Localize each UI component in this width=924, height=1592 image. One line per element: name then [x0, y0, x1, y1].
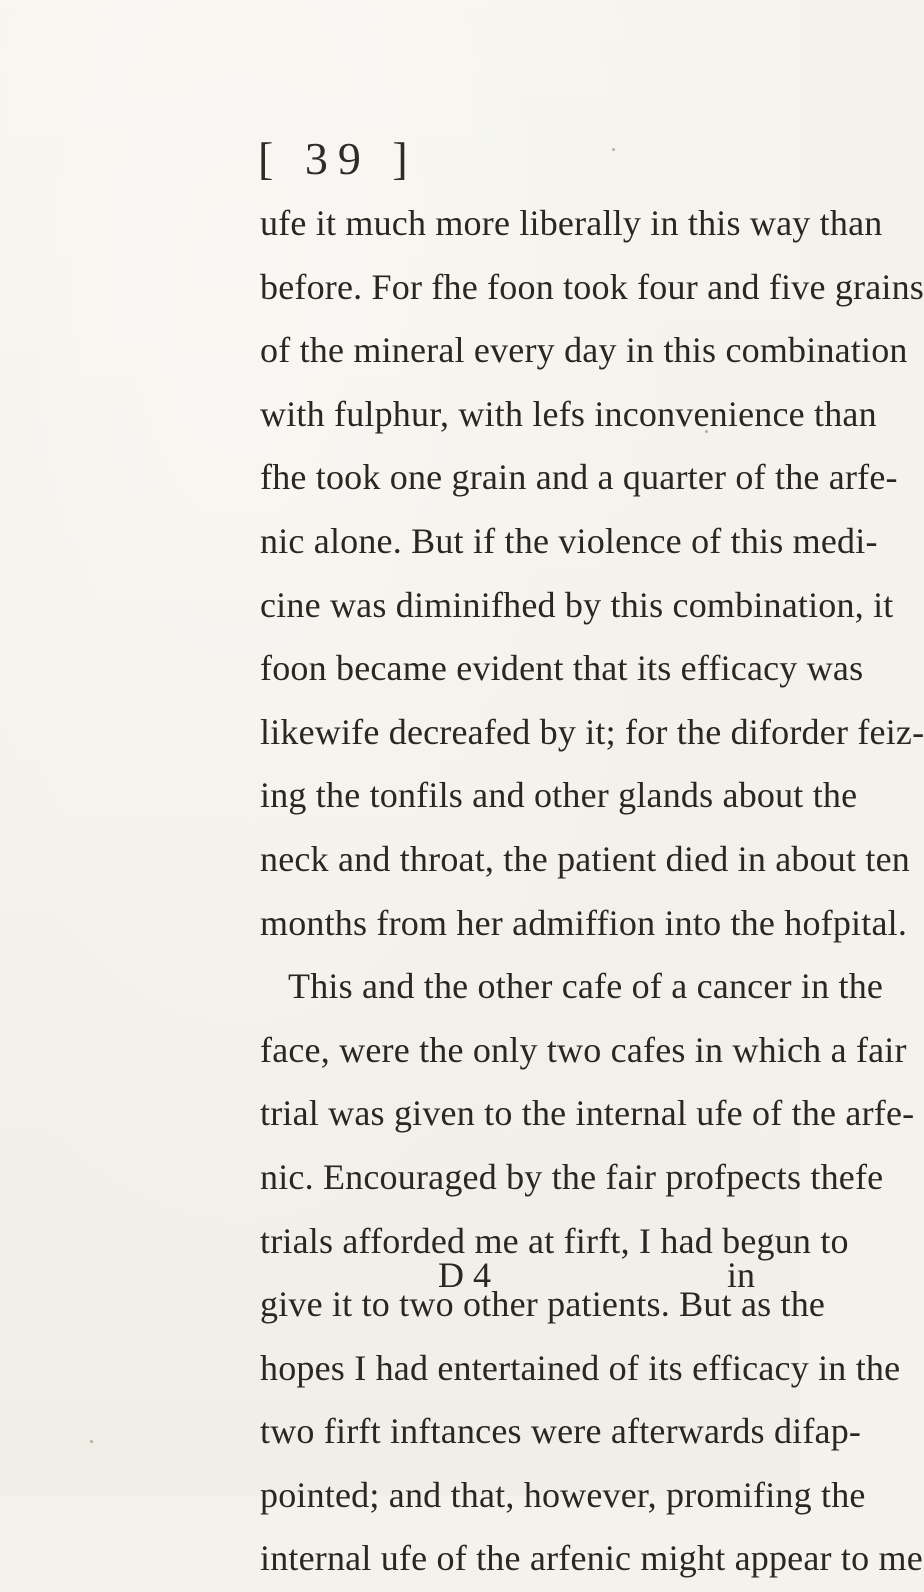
text-line: with fulphur, with lefs inconvenience than	[260, 393, 877, 434]
text-line: foon became evident that its efficacy was	[260, 648, 864, 689]
paper-speck	[612, 148, 615, 151]
text-line: neck and throat, the patient died in about ten	[260, 838, 910, 879]
text-line: trial was given to the internal ufe of the arfe-	[260, 1093, 915, 1134]
text-line: pointed; and that, however, promifing the	[260, 1474, 866, 1515]
text-line: of the mineral every day in this combination	[260, 330, 908, 371]
paper-speck	[90, 1440, 93, 1443]
text-line: internal ufe of the arfenic might appear to me	[260, 1538, 923, 1579]
text-line: hopes I had entertained of its efficacy in the	[260, 1347, 901, 1388]
text-line: trials afforded me at firft, I had begun to	[260, 1220, 849, 1261]
text-line: fhe took one grain and a quarter of the arfe-	[260, 457, 898, 498]
text-line: ufe it much more liberally in this way than	[260, 203, 883, 243]
text-line: nic alone. But if the violence of this medi-	[260, 520, 878, 561]
text-line: months from her admiffion into the hofpital.	[260, 902, 908, 943]
text-line: This and the other cafe of a cancer in the	[288, 966, 884, 1007]
paper-speck	[705, 430, 708, 433]
page-footer	[260, 1245, 755, 1305]
body-text	[260, 193, 924, 1592]
text-line: give it to two other patients. But as the	[260, 1284, 826, 1325]
text-line: before. For fhe foon took four and five grains	[260, 266, 924, 307]
signature-mark: D 4	[438, 1255, 491, 1295]
text-line: nic. Encouraged by the fair profpects thefe	[260, 1156, 884, 1197]
text-line: ing the tonfils and other glands about the	[260, 775, 858, 816]
text-line: cine was diminifhed by this combination, it	[260, 584, 894, 625]
catchword: in	[726, 1255, 755, 1295]
text-line: two firft inftances were afterwards difap-	[260, 1411, 862, 1452]
page-number: [ 39 ]	[258, 133, 418, 184]
text-line: face, were the only two cafes in which a fair	[260, 1029, 907, 1070]
text-line: likewife decreafed by it; for the diforder feiz-	[260, 711, 924, 752]
